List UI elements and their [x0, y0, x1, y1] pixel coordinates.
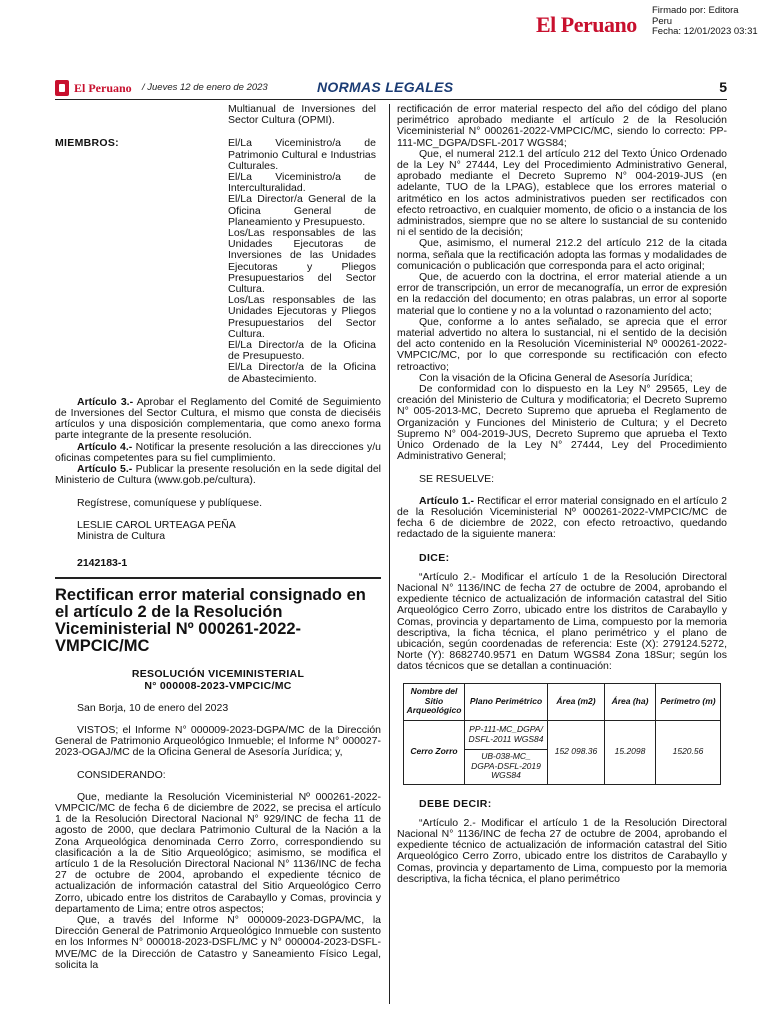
member-item: El/La Viceministro/a de Patrimonio Cultural e Industrias Culturales. [228, 137, 376, 172]
right-para-2: Que, el numeral 212.1 del artículo 212 del Texto Único Ordenado de la Ley N° 27444, Ley del Procedimiento Administrativo General, aprobado mediante el Decreto Supremo N° 004-2019-JUS (en adelante, TUO de la LPAG), establece que los errores material o aritmético en los actos administrativos pueden ser rectificados con efecto retroactivo, en cualquier momento, de oficio o a instancia de los administrados, siempre que no se altere lo sustancial de su contenido ni el sentido de la decisión; [397, 147, 727, 239]
title-rule [55, 577, 381, 579]
right-para-3: Que, asimismo, el numeral 212.2 del artículo 212 de la citada norma, señala que la rectificación adopta las formas y modalidades de comunicación o publicación que corresponda para el acto original; [397, 237, 727, 272]
vistos: VISTOS; el Informe N° 000009-2023-DGPA/MC de la Dirección General de Patrimonio Arqueológico Inmueble; el Informe N° 000027-2023-OGAJ/MC de la Oficina General de Asesoría Jurídica; y, [55, 723, 381, 759]
members-heading: MIEMBROS: [55, 137, 119, 150]
member-item: El/La Viceministro/a de Interculturalidad. [228, 171, 376, 195]
table-header: Área (ha) [605, 683, 656, 720]
article-3: Artículo 3.- Aprobar el Reglamento del Comité de Seguimiento de Inversiones del Sector Cultura, el mismo que consta de dieciséis artículos y una disposición complementaria, que como anexo forma parte integrante de la presente resolución. [55, 395, 381, 442]
newspaper-logo-icon [55, 80, 69, 96]
table-header-row [404, 683, 721, 720]
considerando-para-2: Que, a través del Informe N° 000009-2023-DGPA/MC, la Dirección General de Patrimonio Arqueológico Inmueble con sustento en los Informes N° 000018-2023-DSFL/MC y N° 000004-2023-DSFL-MVE/MC de la Dirección de Catastro y Saneamiento Físico Legal, solicita la [55, 913, 381, 971]
quote-debe-decir: “Artículo 2.- Modificar el artículo 1 de la Resolución Directoral Nacional N° 1136/INC de fecha 27 de octubre de 2004, aprobando el expediente técnico de actualización de información catastral del Sitio Arqueológico Cerro Zorro, ubicado entre los distritos de Carabayllo y Comas, provincia y departamento de Lima, compuesto por la memoria descriptiva, la ficha técnica, el plano perimétrico [397, 816, 727, 885]
table-header: Plano Perimétrico [465, 683, 548, 720]
document-number: 2142183-1 [77, 557, 128, 570]
members-block [55, 138, 381, 384]
members-list [228, 138, 376, 384]
article-5: Artículo 5.- Publicar la presente resolución en la sede digital del Ministerio de Cultura (www.gob.pe/cultura). [55, 463, 382, 487]
issue-date: / Jueves 12 de enero de 2023 [142, 82, 268, 93]
right-para-6: Con la visación de la Oficina General de Asesoría Jurídica; [419, 371, 693, 384]
table-cell-area-ha: 15.2098 [605, 720, 656, 784]
right-column [397, 104, 727, 885]
place-date: San Borja, 10 de enero del 2023 [77, 701, 229, 714]
column-divider [389, 104, 390, 1004]
signature-line: Peru [652, 15, 673, 27]
table-cell-area-m2: 152 098.36 [548, 720, 605, 784]
quote-dice: “Artículo 2.- Modificar el artículo 1 de la Resolución Directoral Nacional N° 1136/INC de fecha 27 de octubre de 2004, aprobando el expediente técnico de actualización de información catastral del Sitio Arqueológico Cerro Zorro, ubicado entre los distritos de Carabayllo y Comas, provincia y departamento de Lima, compuesto por la memoria descriptiva, la ficha técnica, el plano perimétrico y el plano de ubicación, según coordenadas de referencia: Este (X): 279124.5272, Norte (Y): 8682740.9571 en Datum WGS84 Zona 18Sur; según los datos técnicos que se detallan a continuación: [397, 570, 727, 673]
page-number: 5 [719, 79, 727, 95]
resolution-number: N° 000008-2023-VMPCIC/MC [144, 679, 292, 692]
register-formula: Regístrese, comuníquese y publíquese. [77, 496, 263, 509]
member-item: El/La Director/a de la Oficina de Abastecimiento. [228, 361, 376, 385]
left-column [55, 104, 381, 971]
article-title: Rectifican error material consignado en el artículo 2 de la Resolución Viceministerial Nº 000261-2022-VMPCIC/MC [55, 586, 366, 656]
page-header [55, 78, 727, 100]
member-item: El/La Director/a General de la Oficina General de Planeamiento y Presupuesto. [228, 193, 376, 228]
signature-text [652, 6, 758, 38]
table-cell-perimeter: 1520.56 [656, 720, 721, 784]
table-cell-site: Cerro Zorro [404, 720, 465, 784]
publication-name: El Peruano [74, 81, 132, 95]
opmi-tail: Multianual de Inversiones del Sector Cultura (OPMI). [228, 103, 376, 127]
resolution-title: RESOLUCIÓN VICEMINISTERIAL [131, 668, 305, 681]
considerando-para-1: Que, mediante la Resolución Viceministerial Nº 000261-2022-VMPCIC/MC de fecha 6 de diciembre de 2022, se precisa el artículo 1 de la Resolución Directoral Nacional N° 929/INC de fecha 11 de agosto de 2000, que declara Patrimonio Cultural de la Nación a la Zona Arqueológica denominada Cerro Zorro, correspondiendo su clasificación a la de Sitio Arqueológico; asimismo, se modifica el artículo 1 de la Resolución Directoral Nacional N° 1136/INC de fecha 27 de octubre de 2004, aprobando el expediente técnico de actualización de información catastral del Sitio Arqueológico Cerro Zorro, ubicado entre los distritos de Carabayllo y Comas, provincia y departamento de Lima; entre otros aspectos; [55, 790, 381, 915]
se-resuelve: SE RESUELVE: [419, 472, 495, 485]
member-item: Los/Las responsables de las Unidades Ejecutoras de Inversiones de las Unidades Ejecutoras y Pliegos Presupuestarios del Sector Cultura. [228, 227, 376, 296]
el-peruano-logo: El Peruano [536, 12, 637, 37]
table-header: Nombre del Sitio Arqueológico [404, 683, 465, 720]
right-para-4: Que, de acuerdo con la doctrina, el error material atiende a un error de transcripción, un error de mecanografía, un error de expresión en la redacción del documento; en otras palabras, un error al soporte material que lo contiene y no a la voluntad o razonamiento del acto; [397, 271, 727, 317]
table-cell-plan: UB-038-MC_ DGPA-DSFL-2019 WGS84 [465, 749, 548, 784]
article-4: Artículo 4.- Notificar la presente resolución a las direcciones y/u oficinas competentes para su fiel cumplimiento. [55, 440, 381, 464]
member-item: Los/Las responsables de las Unidades Ejecutoras y Pliegos Presupuestarios del Sector Cultura. [228, 294, 376, 340]
section-title: NORMAS LEGALES [317, 79, 454, 95]
signature-line: Firmado por: Editora [652, 5, 739, 16]
dice-heading: DICE: [419, 551, 450, 564]
considerando: CONSIDERANDO: [77, 768, 166, 781]
table-cell-plan: PP-111-MC_DGPA/ DSFL-2011 WGS84 [465, 720, 548, 749]
right-para-5: Que, conforme a lo antes señalado, se aprecia que el error material advertido no altera lo sustancial, ni el sentido de la decisión del acto contenido en la Resolución Viceministerial Nº 000261-2022-VMPCIC/MC, por lo que corresponde su rectificación con efecto retroactivo; [397, 315, 727, 373]
technical-data-table [403, 683, 721, 785]
right-para-7: De conformidad con lo dispuesto en la Ley N° 29565, Ley de creación del Ministerio de Cultura y modificatoria; el Decreto Supremo N° 005-2013-MC, Decreto Supremo que aprueba el Reglamento de Organización y Funciones del Ministerio de Cultura; y el Decreto Supremo N° 004-2019-JUS, Decreto Supremo que aprueba el Texto Único Ordenado de la Ley N° 27444, Ley del Procedimiento Administrativo General; [397, 383, 727, 463]
article-1: Artículo 1.- Rectificar el error material consignado en el artículo 2 de la Resolución Viceministerial Nº 000261-2022-VMPCIC/MC de fecha 6 de diciembre de 2022, con efecto retroactivo, quedando redactado de la siguiente manera: [397, 494, 727, 541]
header-rule [55, 99, 727, 100]
debe-decir-heading: DEBE DECIR: [419, 797, 492, 810]
signature-line: Fecha: 12/01/2023 03:31 [652, 26, 758, 37]
signer-name: LESLIE CAROL URTEAGA PEÑA [77, 518, 236, 531]
table-row [404, 720, 721, 749]
right-para-1: rectificación de error material respecto del año del código del plano perimétrico aprobado mediante el artículo 2 de la Resolución Viceministerial N° 000261-2022-VMPCIC/MC, siendo lo correcto: PP-111-MC_DGPA/DSFL-2017 WGS84; [397, 103, 727, 149]
member-item: El/La Director/a de la Oficina de Presupuesto. [228, 339, 376, 363]
table-header: Área (m2) [548, 683, 605, 720]
signer-role: Ministra de Cultura [77, 529, 166, 542]
table-header: Perímetro (m) [656, 683, 721, 720]
